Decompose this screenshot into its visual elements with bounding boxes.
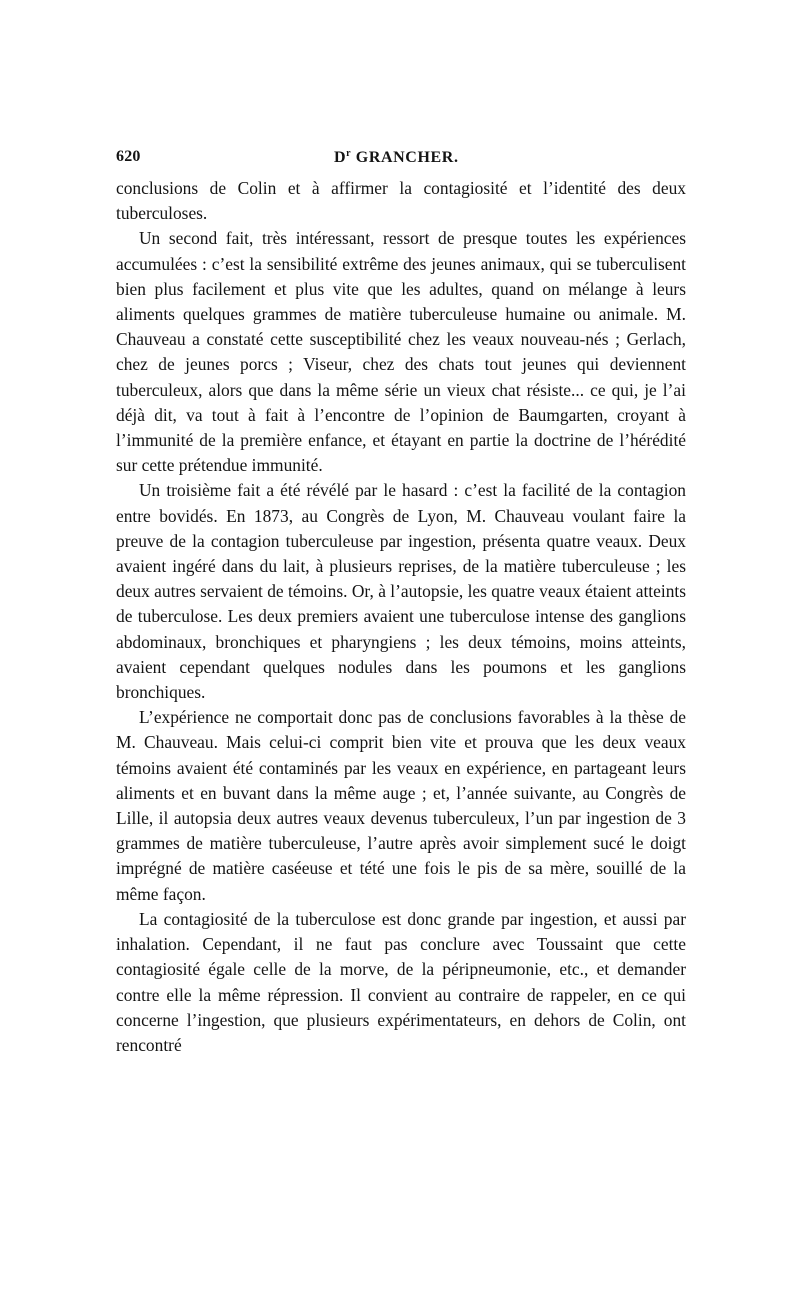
- paragraph: Un second fait, très intéressant, ressort de presque toutes les expériences accumulées : c’est la sensibilité extrême des jeunes animaux, qui se tuberculisent bien plus facilement et plus vite que les adultes, quand on mélange à leurs aliments quelques grammes de matière tuberculeuse humaine ou animale. M. Chauveau a constaté cette susceptibilité chez les veaux nouveau-nés ; Gerlach, chez de jeunes porcs ; Viseur, chez des chats tout jeunes qui deviennent tuberculeux, alors que dans la même série un vieux chat résiste... ce qui, je l’ai déjà dit, va tout à fait à l’encontre de l’opinion de Baumgarten, croyant à l’immunité de la première enfance, et étayant en partie la doctrine de l’hérédité sur cette prétendue immunité.: [116, 228, 686, 476]
- paragraph: Un troisième fait a été révélé par le hasard : c’est la facilité de la contagion entre bovidés. En 1873, au Congrès de Lyon, M. Chauveau voulant faire la preuve de la contagion tuberculeuse par ingestion, présenta quatre veaux. Deux avaient ingéré dans du lait, à plusieurs reprises, de la matière tuberculeuse ; les deux autres servaient de témoins. Or, à l’autopsie, les quatre veaux étaient atteints de tuberculose. Les deux premiers avaient une tuberculose intense des ganglions abdominaux, bronchiques et pharyngiens ; les deux témoins, moins atteints, avaient cependant quelques nodules dans les poumons et les ganglions bronchiques.: [116, 480, 686, 703]
- body-text: [116, 176, 686, 1058]
- paragraph-continued: conclusions de Colin et à affirmer la contagiosité et l’identité des deux tuberculoses.: [116, 178, 686, 224]
- book-page: [116, 148, 686, 1058]
- running-header: [116, 148, 686, 176]
- author-superscript: r: [346, 148, 352, 159]
- paragraph: L’expérience ne comportait donc pas de conclusions favorables à la thèse de M. Chauveau. Mais celui-ci comprit bien vite et prouva que les deux veaux témoins avaient été contaminés par les veaux en expérience, en partageant leurs aliments et en buvant dans la même auge ; et, l’année suivante, au Congrès de Lille, il autopsia deux autres veaux devenus tuberculeux, l’un par ingestion de 3 grammes de matière tuberculeuse, l’autre après avoir simplement sucé le doigt imprégné de matière caséeuse et tété une fois le pis de sa mère, souillé de la même façon.: [116, 707, 686, 904]
- running-title: [334, 148, 459, 167]
- page-number: 620: [116, 148, 141, 165]
- author-name: GRANCHER.: [351, 149, 459, 166]
- paragraph: La contagiosité de la tuberculose est donc grande par ingestion, et aussi par inhalation. Cependant, il ne faut pas conclure avec Toussaint que cette contagiosité égale celle de la morve, de la péripneumonie, etc., et demander contre elle la même répression. Il convient au contraire de rappeler, en ce qui concerne l’ingestion, que plusieurs expérimentateurs, en dehors de Colin, ont rencontré: [116, 908, 686, 1055]
- author-prefix: D: [334, 149, 347, 166]
